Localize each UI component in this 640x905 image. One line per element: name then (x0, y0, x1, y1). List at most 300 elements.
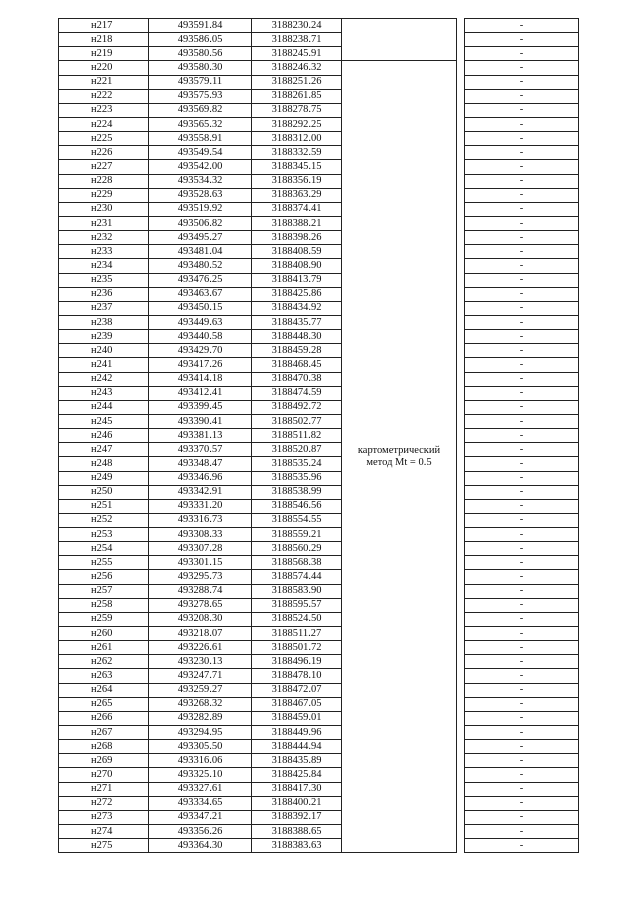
point-name-cell: н268 (59, 740, 149, 754)
x-coordinate-cell: 493316.73 (149, 513, 252, 527)
y-coordinate-cell: 3188312.00 (252, 132, 342, 146)
accuracy-mark-cell: - (465, 513, 579, 527)
point-name-cell: н242 (59, 372, 149, 386)
accuracy-mark-cell: - (465, 188, 579, 202)
point-name-cell: н248 (59, 457, 149, 471)
spacer-cell (457, 89, 465, 103)
table-row (59, 301, 579, 315)
table-row (59, 19, 579, 33)
point-name-cell: н260 (59, 627, 149, 641)
accuracy-mark-cell: - (465, 471, 579, 485)
accuracy-mark-cell: - (465, 612, 579, 626)
y-coordinate-cell: 3188520.87 (252, 443, 342, 457)
point-name-cell: н267 (59, 726, 149, 740)
table-row (59, 683, 579, 697)
x-coordinate-cell: 493463.67 (149, 287, 252, 301)
spacer-cell (457, 711, 465, 725)
x-coordinate-cell: 493440.58 (149, 330, 252, 344)
accuracy-mark-cell: - (465, 160, 579, 174)
accuracy-mark-cell: - (465, 414, 579, 428)
spacer-cell (457, 598, 465, 612)
table-row (59, 825, 579, 839)
x-coordinate-cell: 493558.91 (149, 132, 252, 146)
x-coordinate-cell: 493278.65 (149, 598, 252, 612)
x-coordinate-cell: 493268.32 (149, 697, 252, 711)
method-line-2: метод Mt = 0.5 (366, 456, 432, 468)
x-coordinate-cell: 493580.30 (149, 61, 252, 75)
accuracy-mark-cell: - (465, 740, 579, 754)
spacer-cell (457, 146, 465, 160)
x-coordinate-cell: 493307.28 (149, 542, 252, 556)
point-name-cell: н254 (59, 542, 149, 556)
x-coordinate-cell: 493565.32 (149, 117, 252, 131)
y-coordinate-cell: 3188474.59 (252, 386, 342, 400)
accuracy-mark-cell: - (465, 485, 579, 499)
table-row (59, 627, 579, 641)
y-coordinate-cell: 3188408.59 (252, 245, 342, 259)
table-row (59, 117, 579, 131)
y-coordinate-cell: 3188363.29 (252, 188, 342, 202)
spacer-cell (457, 259, 465, 273)
accuracy-mark-cell: - (465, 711, 579, 725)
accuracy-mark-cell: - (465, 556, 579, 570)
x-coordinate-cell: 493327.61 (149, 782, 252, 796)
point-name-cell: н256 (59, 570, 149, 584)
y-coordinate-cell: 3188560.29 (252, 542, 342, 556)
y-coordinate-cell: 3188459.01 (252, 711, 342, 725)
accuracy-mark-cell: - (465, 598, 579, 612)
table-row (59, 726, 579, 740)
accuracy-mark-cell: - (465, 457, 579, 471)
table-row (59, 669, 579, 683)
x-coordinate-cell: 493301.15 (149, 556, 252, 570)
spacer-cell (457, 485, 465, 499)
table-row (59, 754, 579, 768)
x-coordinate-cell: 493575.93 (149, 89, 252, 103)
y-coordinate-cell: 3188538.99 (252, 485, 342, 499)
x-coordinate-cell: 493342.91 (149, 485, 252, 499)
table-row (59, 839, 579, 853)
accuracy-mark-cell: - (465, 443, 579, 457)
table-row (59, 202, 579, 216)
table-row (59, 740, 579, 754)
spacer-cell (457, 245, 465, 259)
x-coordinate-cell: 493230.13 (149, 655, 252, 669)
point-name-cell: н222 (59, 89, 149, 103)
table-row (59, 231, 579, 245)
table-row (59, 75, 579, 89)
point-name-cell: н226 (59, 146, 149, 160)
y-coordinate-cell: 3188435.77 (252, 315, 342, 329)
point-name-cell: н251 (59, 499, 149, 513)
accuracy-mark-cell: - (465, 528, 579, 542)
accuracy-mark-cell: - (465, 584, 579, 598)
accuracy-mark-cell: - (465, 627, 579, 641)
spacer-cell (457, 570, 465, 584)
y-coordinate-cell: 3188449.96 (252, 726, 342, 740)
accuracy-mark-cell: - (465, 202, 579, 216)
spacer-cell (457, 612, 465, 626)
spacer-cell (457, 330, 465, 344)
accuracy-mark-cell: - (465, 358, 579, 372)
accuracy-mark-cell: - (465, 400, 579, 414)
y-coordinate-cell: 3188448.30 (252, 330, 342, 344)
table-row (59, 485, 579, 499)
spacer-cell (457, 132, 465, 146)
spacer-cell (457, 740, 465, 754)
table-row (59, 443, 579, 457)
table-row (59, 287, 579, 301)
spacer-cell (457, 117, 465, 131)
y-coordinate-cell: 3188408.90 (252, 259, 342, 273)
accuracy-mark-cell: - (465, 117, 579, 131)
y-coordinate-cell: 3188559.21 (252, 528, 342, 542)
y-coordinate-cell: 3188595.57 (252, 598, 342, 612)
point-name-cell: н230 (59, 202, 149, 216)
y-coordinate-cell: 3188468.45 (252, 358, 342, 372)
x-coordinate-cell: 493534.32 (149, 174, 252, 188)
accuracy-mark-cell: - (465, 825, 579, 839)
accuracy-mark-cell: - (465, 542, 579, 556)
point-name-cell: н244 (59, 400, 149, 414)
x-coordinate-cell: 493480.52 (149, 259, 252, 273)
accuracy-mark-cell: - (465, 372, 579, 386)
point-name-cell: н218 (59, 33, 149, 47)
y-coordinate-cell: 3188568.38 (252, 556, 342, 570)
accuracy-mark-cell: - (465, 386, 579, 400)
method-cell-empty (342, 33, 457, 47)
point-name-cell: н263 (59, 669, 149, 683)
point-name-cell: н270 (59, 768, 149, 782)
table-row (59, 810, 579, 824)
table-row (59, 103, 579, 117)
spacer-cell (457, 301, 465, 315)
y-coordinate-cell: 3188472.07 (252, 683, 342, 697)
y-coordinate-cell: 3188444.94 (252, 740, 342, 754)
x-coordinate-cell: 493334.65 (149, 796, 252, 810)
y-coordinate-cell: 3188278.75 (252, 103, 342, 117)
point-name-cell: н272 (59, 796, 149, 810)
accuracy-mark-cell: - (465, 429, 579, 443)
point-name-cell: н219 (59, 47, 149, 61)
accuracy-mark-cell: - (465, 315, 579, 329)
table-row (59, 146, 579, 160)
accuracy-mark-cell: - (465, 796, 579, 810)
y-coordinate-cell: 3188245.91 (252, 47, 342, 61)
table-row (59, 471, 579, 485)
table-row (59, 273, 579, 287)
spacer-cell (457, 810, 465, 824)
accuracy-mark-cell: - (465, 782, 579, 796)
table-row (59, 457, 579, 471)
y-coordinate-cell: 3188261.85 (252, 89, 342, 103)
y-coordinate-cell: 3188400.21 (252, 796, 342, 810)
point-name-cell: н255 (59, 556, 149, 570)
point-name-cell: н249 (59, 471, 149, 485)
x-coordinate-cell: 493226.61 (149, 641, 252, 655)
table-row (59, 400, 579, 414)
x-coordinate-cell: 493580.56 (149, 47, 252, 61)
table-row (59, 570, 579, 584)
x-coordinate-cell: 493305.50 (149, 740, 252, 754)
x-coordinate-cell: 493519.92 (149, 202, 252, 216)
point-name-cell: н220 (59, 61, 149, 75)
y-coordinate-cell: 3188383.63 (252, 839, 342, 853)
table-row (59, 768, 579, 782)
spacer-cell (457, 33, 465, 47)
spacer-cell (457, 839, 465, 853)
x-coordinate-cell: 493579.11 (149, 75, 252, 89)
point-name-cell: н257 (59, 584, 149, 598)
accuracy-mark-cell: - (465, 47, 579, 61)
accuracy-mark-cell: - (465, 174, 579, 188)
accuracy-mark-cell: - (465, 726, 579, 740)
y-coordinate-cell: 3188535.96 (252, 471, 342, 485)
table-row (59, 612, 579, 626)
method-cell (342, 61, 457, 853)
x-coordinate-cell: 493364.30 (149, 839, 252, 853)
point-name-cell: н236 (59, 287, 149, 301)
spacer-cell (457, 372, 465, 386)
accuracy-mark-cell: - (465, 287, 579, 301)
table-row (59, 216, 579, 230)
spacer-cell (457, 358, 465, 372)
point-name-cell: н240 (59, 344, 149, 358)
table-row (59, 61, 579, 75)
y-coordinate-cell: 3188434.92 (252, 301, 342, 315)
y-coordinate-cell: 3188511.27 (252, 627, 342, 641)
point-name-cell: н227 (59, 160, 149, 174)
point-name-cell: н233 (59, 245, 149, 259)
x-coordinate-cell: 493325.10 (149, 768, 252, 782)
y-coordinate-cell: 3188501.72 (252, 641, 342, 655)
spacer-cell (457, 825, 465, 839)
spacer-cell (457, 19, 465, 33)
x-coordinate-cell: 493295.73 (149, 570, 252, 584)
x-coordinate-cell: 493370.57 (149, 443, 252, 457)
y-coordinate-cell: 3188417.30 (252, 782, 342, 796)
x-coordinate-cell: 493506.82 (149, 216, 252, 230)
table-row (59, 47, 579, 61)
point-name-cell: н261 (59, 641, 149, 655)
accuracy-mark-cell: - (465, 245, 579, 259)
spacer-cell (457, 188, 465, 202)
point-name-cell: н245 (59, 414, 149, 428)
point-name-cell: н221 (59, 75, 149, 89)
spacer-cell (457, 669, 465, 683)
x-coordinate-cell: 493390.41 (149, 414, 252, 428)
point-name-cell: н241 (59, 358, 149, 372)
table-row (59, 132, 579, 146)
x-coordinate-cell: 493591.84 (149, 19, 252, 33)
spacer-cell (457, 386, 465, 400)
spacer-cell (457, 683, 465, 697)
y-coordinate-cell: 3188492.72 (252, 400, 342, 414)
table-row (59, 259, 579, 273)
table-row (59, 556, 579, 570)
y-coordinate-cell: 3188345.15 (252, 160, 342, 174)
point-name-cell: н228 (59, 174, 149, 188)
x-coordinate-cell: 493331.20 (149, 499, 252, 513)
accuracy-mark-cell: - (465, 839, 579, 853)
table-row (59, 344, 579, 358)
accuracy-mark-cell: - (465, 301, 579, 315)
point-name-cell: н259 (59, 612, 149, 626)
spacer-cell (457, 782, 465, 796)
coordinates-table-body (59, 19, 579, 853)
table-row (59, 315, 579, 329)
y-coordinate-cell: 3188356.19 (252, 174, 342, 188)
x-coordinate-cell: 493294.95 (149, 726, 252, 740)
accuracy-mark-cell: - (465, 330, 579, 344)
spacer-cell (457, 726, 465, 740)
x-coordinate-cell: 493308.33 (149, 528, 252, 542)
spacer-cell (457, 315, 465, 329)
point-name-cell: н224 (59, 117, 149, 131)
spacer-cell (457, 542, 465, 556)
y-coordinate-cell: 3188502.77 (252, 414, 342, 428)
point-name-cell: н275 (59, 839, 149, 853)
point-name-cell: н235 (59, 273, 149, 287)
y-coordinate-cell: 3188413.79 (252, 273, 342, 287)
spacer-cell (457, 796, 465, 810)
y-coordinate-cell: 3188425.86 (252, 287, 342, 301)
point-name-cell: н246 (59, 429, 149, 443)
x-coordinate-cell: 493414.18 (149, 372, 252, 386)
y-coordinate-cell: 3188238.71 (252, 33, 342, 47)
x-coordinate-cell: 493495.27 (149, 231, 252, 245)
x-coordinate-cell: 493586.05 (149, 33, 252, 47)
y-coordinate-cell: 3188332.59 (252, 146, 342, 160)
point-name-cell: н238 (59, 315, 149, 329)
accuracy-mark-cell: - (465, 259, 579, 273)
spacer-cell (457, 273, 465, 287)
y-coordinate-cell: 3188251.26 (252, 75, 342, 89)
point-name-cell: н258 (59, 598, 149, 612)
table-row (59, 174, 579, 188)
spacer-cell (457, 75, 465, 89)
spacer-cell (457, 216, 465, 230)
point-name-cell: н253 (59, 528, 149, 542)
table-row (59, 598, 579, 612)
y-coordinate-cell: 3188374.41 (252, 202, 342, 216)
spacer-cell (457, 457, 465, 471)
accuracy-mark-cell: - (465, 754, 579, 768)
table-row (59, 330, 579, 344)
table-row (59, 33, 579, 47)
accuracy-mark-cell: - (465, 810, 579, 824)
x-coordinate-cell: 493412.41 (149, 386, 252, 400)
y-coordinate-cell: 3188535.24 (252, 457, 342, 471)
spacer-cell (457, 400, 465, 414)
y-coordinate-cell: 3188435.89 (252, 754, 342, 768)
x-coordinate-cell: 493346.96 (149, 471, 252, 485)
point-name-cell: н250 (59, 485, 149, 499)
spacer-cell (457, 754, 465, 768)
y-coordinate-cell: 3188392.17 (252, 810, 342, 824)
point-name-cell: н223 (59, 103, 149, 117)
x-coordinate-cell: 493476.25 (149, 273, 252, 287)
accuracy-mark-cell: - (465, 655, 579, 669)
table-row (59, 513, 579, 527)
point-name-cell: н273 (59, 810, 149, 824)
method-cell-empty (342, 47, 457, 61)
y-coordinate-cell: 3188583.90 (252, 584, 342, 598)
table-row (59, 796, 579, 810)
point-name-cell: н262 (59, 655, 149, 669)
accuracy-mark-cell: - (465, 669, 579, 683)
spacer-cell (457, 471, 465, 485)
point-name-cell: н265 (59, 697, 149, 711)
point-name-cell: н229 (59, 188, 149, 202)
point-name-cell: н271 (59, 782, 149, 796)
spacer-cell (457, 443, 465, 457)
method-cell-empty (342, 19, 457, 33)
table-row (59, 372, 579, 386)
x-coordinate-cell: 493450.15 (149, 301, 252, 315)
point-name-cell: н234 (59, 259, 149, 273)
table-row (59, 711, 579, 725)
point-name-cell: н232 (59, 231, 149, 245)
accuracy-mark-cell: - (465, 19, 579, 33)
table-row (59, 429, 579, 443)
x-coordinate-cell: 493288.74 (149, 584, 252, 598)
x-coordinate-cell: 493399.45 (149, 400, 252, 414)
accuracy-mark-cell: - (465, 103, 579, 117)
x-coordinate-cell: 493449.63 (149, 315, 252, 329)
x-coordinate-cell: 493569.82 (149, 103, 252, 117)
x-coordinate-cell: 493481.04 (149, 245, 252, 259)
y-coordinate-cell: 3188478.10 (252, 669, 342, 683)
table-row (59, 160, 579, 174)
point-name-cell: н264 (59, 683, 149, 697)
x-coordinate-cell: 493316.06 (149, 754, 252, 768)
spacer-cell (457, 429, 465, 443)
x-coordinate-cell: 493356.26 (149, 825, 252, 839)
spacer-cell (457, 61, 465, 75)
accuracy-mark-cell: - (465, 231, 579, 245)
y-coordinate-cell: 3188554.55 (252, 513, 342, 527)
point-name-cell: н239 (59, 330, 149, 344)
point-name-cell: н266 (59, 711, 149, 725)
accuracy-mark-cell: - (465, 132, 579, 146)
point-name-cell: н269 (59, 754, 149, 768)
accuracy-mark-cell: - (465, 146, 579, 160)
accuracy-mark-cell: - (465, 768, 579, 782)
table-row (59, 358, 579, 372)
spacer-cell (457, 513, 465, 527)
table-row (59, 499, 579, 513)
x-coordinate-cell: 493549.54 (149, 146, 252, 160)
spacer-cell (457, 528, 465, 542)
accuracy-mark-cell: - (465, 570, 579, 584)
table-row (59, 528, 579, 542)
spacer-cell (457, 231, 465, 245)
y-coordinate-cell: 3188546.56 (252, 499, 342, 513)
point-name-cell: н217 (59, 19, 149, 33)
spacer-cell (457, 47, 465, 61)
y-coordinate-cell: 3188467.05 (252, 697, 342, 711)
table-row (59, 188, 579, 202)
point-name-cell: н225 (59, 132, 149, 146)
accuracy-mark-cell: - (465, 683, 579, 697)
table-row (59, 697, 579, 711)
y-coordinate-cell: 3188496.19 (252, 655, 342, 669)
x-coordinate-cell: 493208.30 (149, 612, 252, 626)
x-coordinate-cell: 493528.63 (149, 188, 252, 202)
coordinates-table (58, 18, 579, 853)
accuracy-mark-cell: - (465, 89, 579, 103)
